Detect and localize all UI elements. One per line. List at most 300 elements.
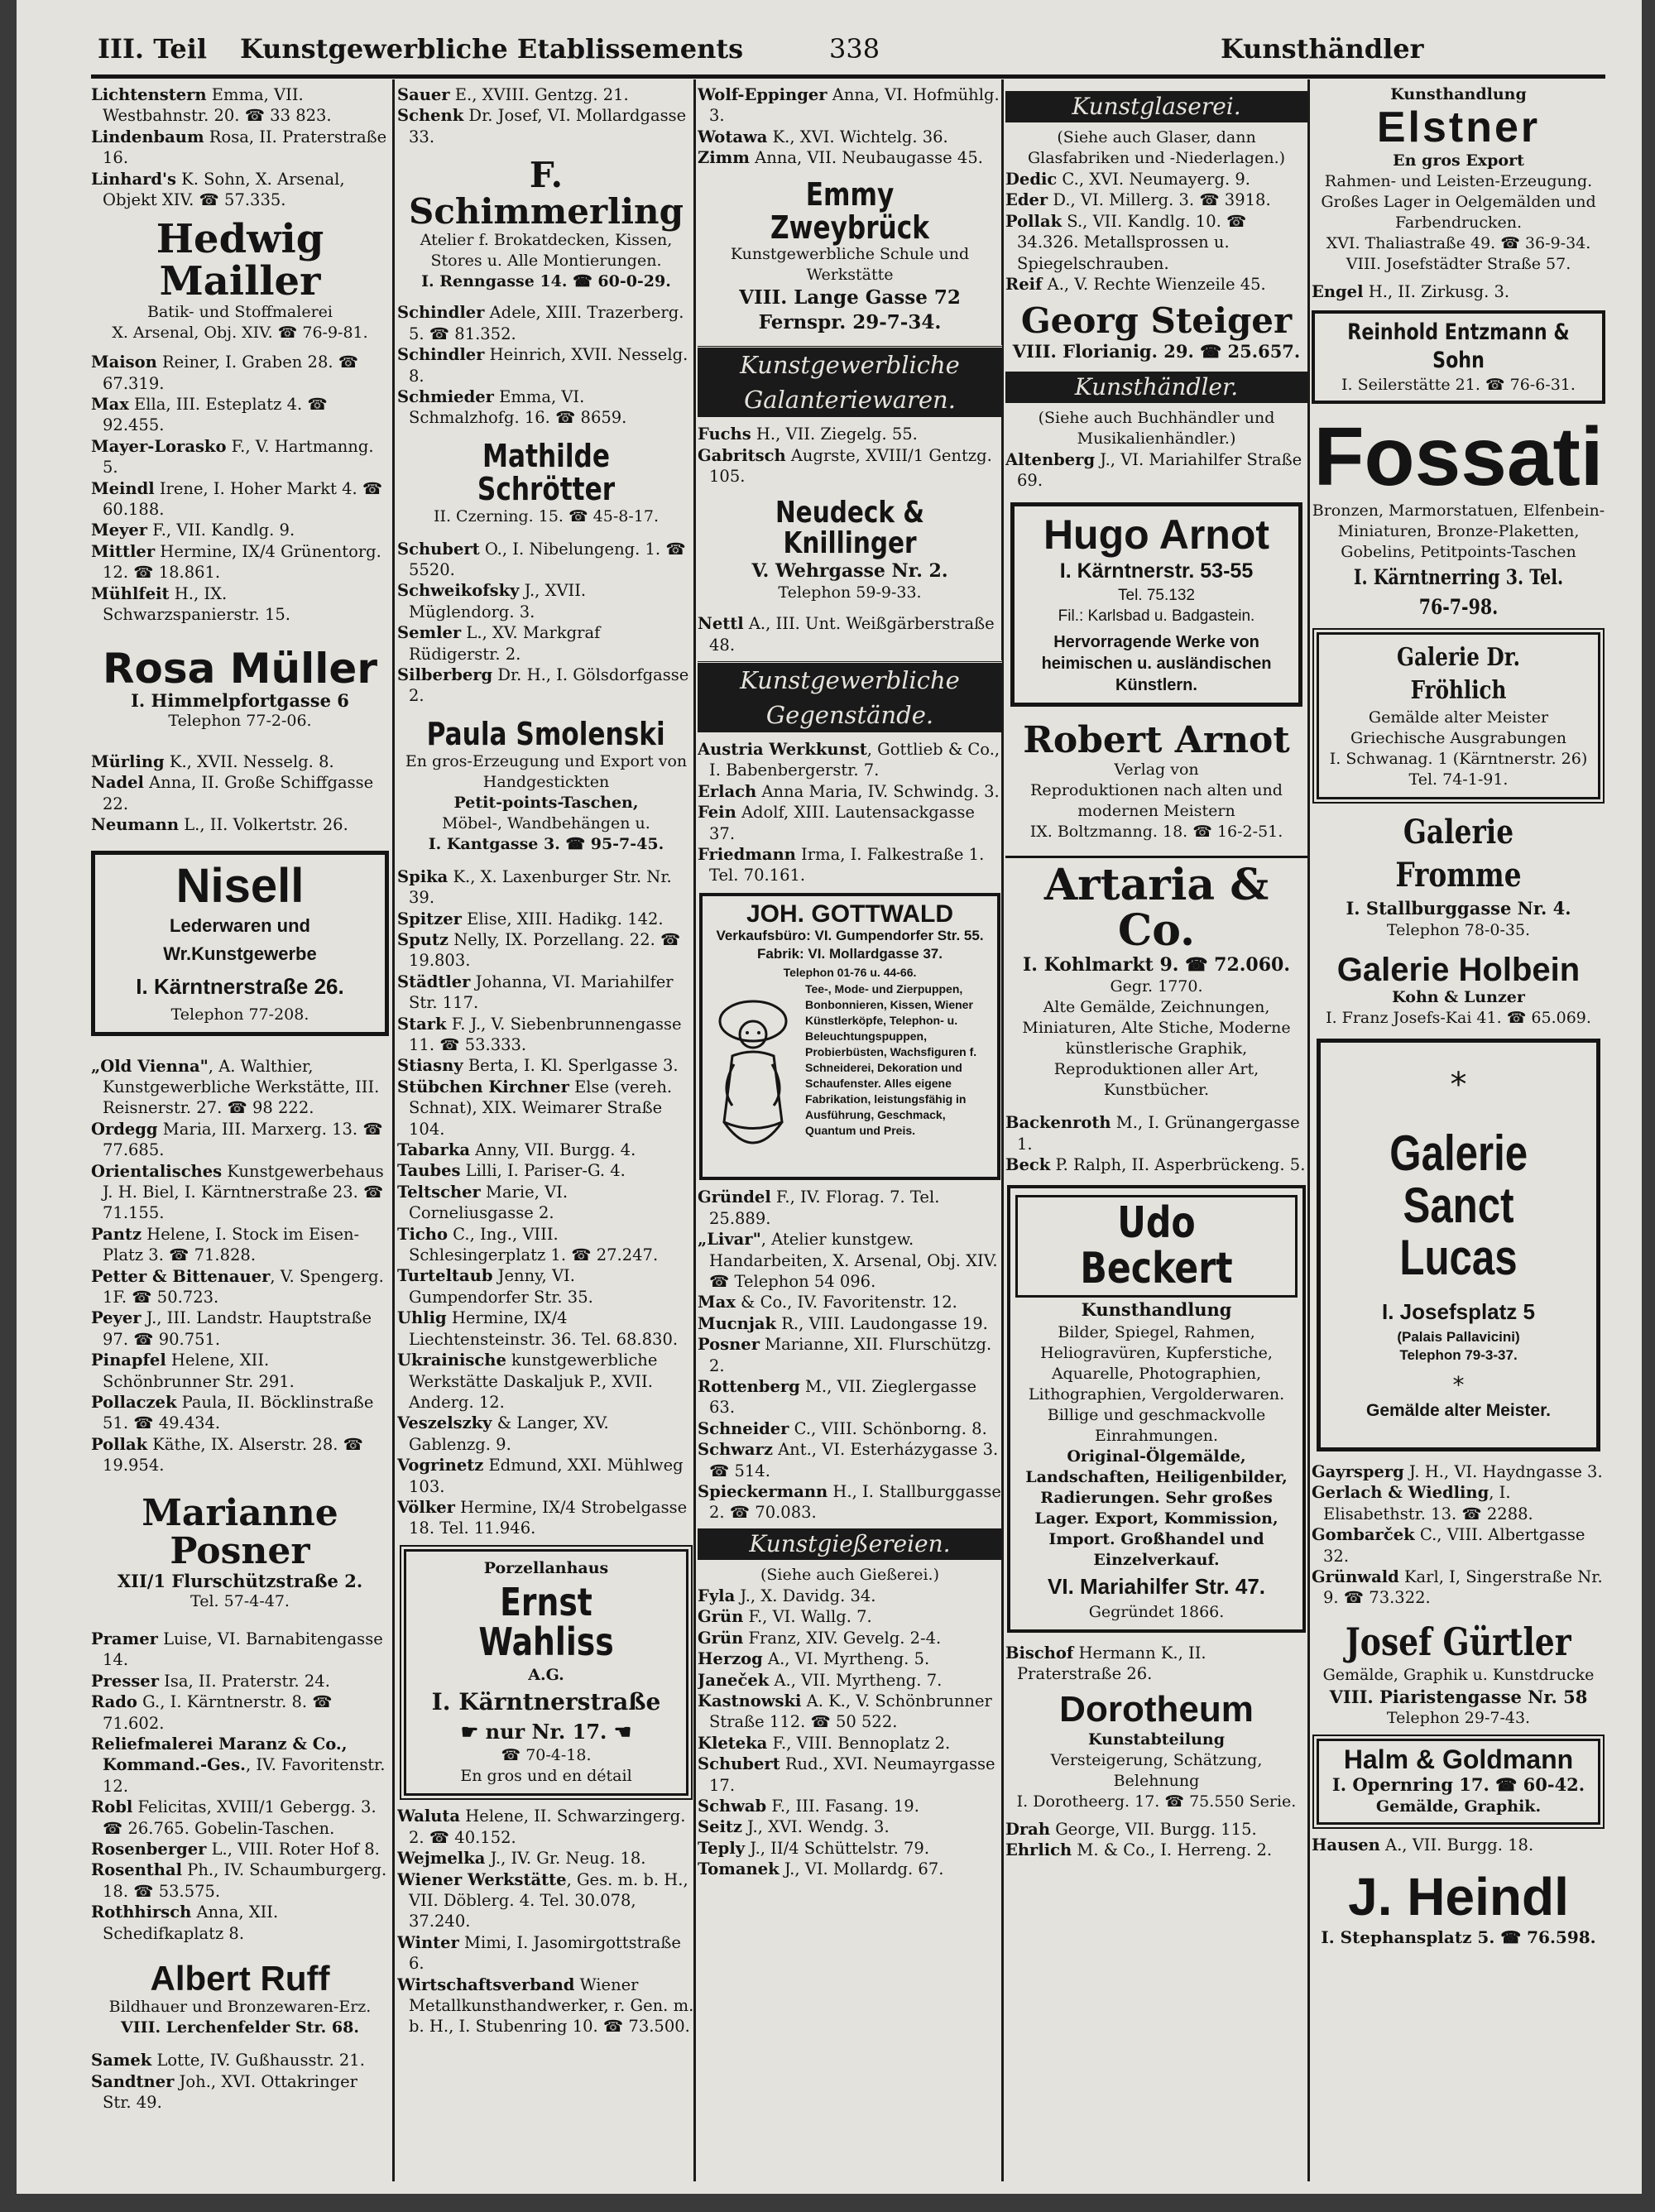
ad-line: Kunsthandlung	[1390, 85, 1527, 103]
entry-name: Pinapfel	[91, 1351, 166, 1370]
entry-name: Linhard's	[91, 169, 176, 189]
ad-line: Gemälde alter Meister	[1368, 708, 1549, 727]
entry-name: Max	[91, 395, 129, 415]
ad-hedwig-mailler	[91, 218, 389, 343]
directory-entry	[397, 1077, 695, 1140]
directory-entry	[698, 1292, 1002, 1312]
entry-name: Winter	[397, 1932, 459, 1952]
entry-details: Nelly, IX. Porzellang. 22. ☎ 19.803.	[409, 929, 681, 971]
entry-details: K., XVI. Wichtelg. 36.	[767, 127, 948, 146]
ad-nisell	[91, 851, 389, 1036]
directory-entry	[397, 866, 695, 909]
entry-details: F., VIII. Bennoplatz 2.	[767, 1733, 951, 1753]
directory-entry	[397, 1413, 695, 1455]
entry-details: F., V. Hartmanng. 5.	[103, 436, 374, 477]
ad-line: Fabrik: VI. Mollardgasse 37.	[757, 946, 943, 962]
ad-line: Alte Gemälde, Zeichnungen, Miniaturen, Alte Stiche, Moderne künstlerische Graphik, Reproduktionen aller Art, Kunstbücher.	[1022, 998, 1291, 1100]
entry-name: Turteltaub	[397, 1266, 493, 1286]
ad-line: I. Renngasse 14. ☎ 60-0-29.	[421, 272, 671, 291]
ad-galerie-sanct-lucas	[1317, 1039, 1600, 1451]
advertiser-name: Galerie Fromme	[1395, 813, 1522, 895]
entry-name: Kleteka	[698, 1733, 768, 1753]
entry-details: , A. Walthier, Kunstgewerbliche Werkstätte, III. Reisnerstr. 27. ☎ 98 222.	[103, 1056, 380, 1118]
entry-name: Petter & Bittenauer	[91, 1266, 271, 1286]
entry-name: Zimm	[698, 148, 750, 168]
ad-udo-beckert	[1007, 1185, 1306, 1632]
entry-list	[698, 1187, 1002, 1523]
advertiser-name: Ernst Wahliss	[478, 1579, 614, 1665]
directory-entry	[698, 1606, 1002, 1627]
directory-entry	[91, 2071, 389, 2114]
entry-details: Anna Maria, IV. Schwindg. 3.	[756, 781, 1000, 801]
entry-list	[1312, 1461, 1605, 1609]
directory-entry	[91, 1734, 389, 1797]
advertiser-name: Sanct Lucas	[1399, 1178, 1518, 1285]
entry-details: Marie, VI. Corneliusgasse 2.	[409, 1182, 568, 1223]
ad-elstner	[1312, 84, 1605, 275]
entry-details: Käthe, IX. Alserstr. 28. ☎ 19.954.	[103, 1434, 363, 1475]
entry-name: Schindler	[397, 303, 485, 323]
entry-name: Rado	[91, 1692, 137, 1712]
entry-details: Emma, VI. Schmalzhofg. 16. ☎ 8659.	[409, 387, 627, 428]
entry-name: Schwarz	[698, 1440, 773, 1460]
directory-entry	[91, 1671, 389, 1691]
ad-line: Telephon 59-9-33.	[778, 583, 922, 602]
entry-list	[698, 84, 1002, 169]
section-heading: Kunsthändler.	[1005, 372, 1307, 403]
directory-entry	[91, 751, 389, 772]
entry-details: Mimi, I. Jasomirgottstraße 6.	[409, 1932, 681, 1974]
directory-entry	[698, 1859, 1002, 1879]
entry-details: Karl, I, Singerstraße Nr. 9. ☎ 73.322.	[1323, 1567, 1603, 1608]
entry-list	[698, 739, 1002, 886]
ad-line: I. Kantgasse 3. ☎ 95-7-45.	[428, 834, 664, 853]
advertiser-name: Galerie Holbein	[1336, 952, 1581, 988]
entry-details: , I. Elisabethstr. 13. ☎ 2288.	[1323, 1483, 1533, 1523]
entry-name: Mittler	[91, 541, 156, 561]
directory-entry	[91, 352, 389, 394]
directory-entry	[1312, 1835, 1605, 1855]
entry-name: Maison	[91, 353, 157, 372]
directory-entry	[397, 1140, 695, 1160]
ad-line: I. Seilerstätte 21. ☎ 76-6-31.	[1341, 376, 1576, 394]
entry-list	[698, 613, 1002, 655]
entry-details: J., IV. Gr. Neug. 18.	[485, 1849, 646, 1869]
entry-details: J., VI. Mollardg. 67.	[779, 1859, 944, 1879]
ad-line: Fernspr. 29-7-34.	[758, 311, 942, 334]
hand-pointer-icon: ☚	[607, 1720, 632, 1744]
entry-name: Engel	[1312, 281, 1364, 301]
ad-line: V. Wehrgasse Nr. 2.	[751, 560, 948, 583]
entry-details: , IV. Favoritenstr. 12.	[103, 1755, 386, 1796]
entry-details: Heinrich, XVII. Nesselg. 8.	[409, 345, 688, 386]
entry-details: A., VI. Myrtheng. 5.	[762, 1649, 930, 1669]
directory-entry	[397, 622, 695, 665]
entry-list	[397, 866, 695, 1539]
column-rule	[392, 79, 395, 2181]
ad-galerie-holbein	[1312, 952, 1605, 1029]
directory-entry	[698, 1691, 1002, 1733]
entry-details: M. & Co., I. Herreng. 2.	[1072, 1840, 1273, 1860]
advertiser-name: Robert Arnot	[1023, 718, 1290, 761]
ad-line: Telephon 78-0-35.	[1386, 921, 1531, 939]
entry-name: Meyer	[91, 521, 148, 540]
entry-name: Schubert	[397, 539, 480, 559]
entry-details: C., VIII. Schönborng. 8.	[789, 1418, 987, 1438]
hand-pointer-icon: ☛	[460, 1720, 486, 1744]
entry-details: A., VII. Burgg. 18.	[1379, 1835, 1534, 1855]
entry-name: Gerlach & Wiedling	[1312, 1483, 1490, 1503]
entry-list	[1005, 1643, 1307, 1685]
entry-name: Tabarka	[397, 1140, 470, 1160]
column-5	[1312, 84, 1605, 1950]
entry-details: Dr. Josef, VI. Mollardgasse 33.	[409, 106, 687, 146]
directory-entry	[397, 1497, 695, 1539]
advertiser-name: Marianne Posner	[142, 1491, 338, 1572]
entry-name: Silberberg	[397, 665, 493, 685]
ad-line: IX. Boltzmanng. 18. ☎ 16-2-51.	[1029, 823, 1283, 842]
entry-name: Meindl	[91, 478, 155, 498]
entry-details: & Co., IV. Favoritenstr. 12.	[735, 1293, 957, 1312]
entry-list	[91, 84, 389, 210]
entry-details: H., IX. Schwarzspanierstr. 15.	[103, 583, 290, 625]
advertiser-name: J. Heindl	[1348, 1866, 1569, 1927]
ad-line: II. Czerning. 15. ☎ 45-8-17.	[433, 506, 660, 525]
directory-entry	[91, 436, 389, 478]
ad-joh-gottwald	[699, 893, 1000, 1181]
entry-name: Orientalisches	[91, 1161, 223, 1181]
ad-marianne-posner	[91, 1491, 389, 1612]
directory-entry	[698, 1796, 1002, 1816]
ad-line: En gros Export	[1393, 151, 1524, 170]
entry-details: R., VIII. Laudongasse 19.	[776, 1313, 988, 1333]
entry-details: S., VII. Kandlg. 10. ☎ 34.326. Metallsprossen u. Spiegelschrauben.	[1017, 211, 1247, 273]
directory-entry	[698, 1628, 1002, 1648]
ad-illustration-block	[708, 981, 992, 1172]
directory-entry	[1312, 1567, 1605, 1609]
ad-line: Telephon 01-76 u. 44-66.	[783, 966, 917, 980]
section-heading: Kunstgewerbliche Gegenstände.	[698, 660, 1002, 732]
directory-entry	[91, 1691, 389, 1734]
entry-name: Peyer	[91, 1308, 142, 1328]
column-3	[698, 84, 1002, 1880]
directory-entry	[91, 1629, 389, 1671]
entry-name: Schubert	[698, 1754, 780, 1774]
entry-name: Friedmann	[698, 845, 796, 865]
entry-name: Neumann	[91, 815, 180, 835]
entry-name: Schwab	[698, 1796, 767, 1816]
entry-details: Rud., XVI. Neumayrgasse 17.	[709, 1754, 995, 1795]
entry-details: Ph., IV. Schaumburgerg. 18. ☎ 53.575.	[103, 1860, 387, 1901]
entry-name: Beck	[1005, 1155, 1051, 1175]
advertiser-name: Neudeck & Knillinger	[775, 495, 925, 561]
entry-details: & Langer, XV. Gablenzg. 9.	[409, 1413, 609, 1454]
entry-name: Mürling	[91, 752, 165, 771]
directory-entry	[91, 520, 389, 540]
directory-entry	[397, 665, 695, 707]
advertiser-name: Artaria & Co.	[1043, 860, 1269, 956]
entry-name: Semler	[397, 623, 462, 643]
directory-entry	[698, 147, 1002, 168]
directory-entry	[397, 1014, 695, 1056]
directory-entry	[1005, 169, 1307, 190]
category-title: Kunsthändler	[1221, 33, 1424, 65]
directory-entry	[698, 802, 1002, 844]
directory-entry	[698, 739, 1002, 781]
entry-name: Stübchen Kirchner	[397, 1077, 569, 1096]
entry-name: Stark	[397, 1014, 447, 1034]
directory-entry	[698, 844, 1002, 886]
ad-line: Bildhauer und Bronzewaren-Erz.	[108, 1998, 372, 2017]
entry-name: Wejmelka	[397, 1849, 486, 1869]
directory-entry	[91, 1119, 389, 1161]
directory-entry	[397, 1055, 695, 1076]
entry-details: Irene, I. Hoher Markt 4. ☎ 60.188.	[103, 478, 383, 520]
ad-line: Reproduktionen nach alten und modernen Meistern	[1030, 781, 1283, 821]
ad-line: Atelier f. Brokatdecken, Kissen, Stores u. Alle Montierungen.	[420, 231, 673, 271]
entry-name: Rosenthal	[91, 1860, 183, 1880]
directory-entry	[397, 1974, 695, 2037]
ad-line: I. Kohlmarkt 9. ☎ 72.060.	[1022, 954, 1290, 976]
entry-name: Taubes	[397, 1161, 461, 1181]
directory-entry	[91, 814, 389, 835]
entry-details: Lilli, I. Pariser-G. 4.	[460, 1161, 626, 1181]
directory-entry	[698, 1418, 1002, 1439]
ad-line: I. Stallburggasse Nr. 4.	[1346, 898, 1571, 919]
entry-name: Gabritsch	[698, 445, 786, 465]
entry-details: K. Sohn, X. Arsenal, Objekt XIV. ☎ 57.335.	[103, 169, 345, 210]
entry-details: , Atelier kunstgew. Handarbeiten, X. Arsenal, Obj. XIV. ☎ Telephon 54 096.	[709, 1230, 998, 1291]
ad-line: Batik- und Stoffmalerei	[147, 303, 333, 322]
directory-entry	[1005, 1840, 1307, 1860]
advertiser-name: Dorotheum	[1059, 1689, 1254, 1730]
entry-name: Gombarček	[1312, 1525, 1415, 1545]
column-rule	[1307, 79, 1310, 2181]
entry-name: Gründel	[698, 1188, 771, 1207]
ad-line: Gemälde, Graphik.	[1375, 1797, 1542, 1816]
entry-name: Veszelszky	[397, 1413, 492, 1433]
directory-entry	[1005, 1112, 1307, 1154]
entry-details: L., II. Volkertstr. 26.	[179, 815, 348, 835]
entry-details: Paula, II. Böcklinstraße 51. ☎ 49.434.	[103, 1393, 374, 1433]
entry-details: Felicitas, XVIII/1 Gebergg. 3. ☎ 26.765. Gobelin-Taschen.	[103, 1797, 377, 1838]
directory-entry	[397, 1806, 695, 1848]
entry-name: Eder	[1005, 190, 1048, 210]
ad-line: XII/1 Flurschützstraße 2.	[117, 1571, 363, 1592]
entry-details: E., XVIII. Gentzg. 21.	[449, 85, 629, 104]
directory-entry	[1312, 281, 1605, 302]
entry-list	[1005, 449, 1307, 492]
directory-entry	[91, 2050, 389, 2070]
ad-line: X. Arsenal, Obj. XIV. ☎ 76-9-81.	[112, 324, 368, 343]
ad-line: Kunsthandlung	[1081, 1298, 1232, 1320]
directory-entry	[91, 169, 389, 211]
entry-details: C., Ing., VIII. Schlesingerplatz 1. ☎ 27.247.	[409, 1224, 659, 1265]
entry-details: Hermine, IX/4 Liechtensteinstr. 36. Tel. 68.830.	[409, 1308, 679, 1349]
ad-fossati	[1312, 410, 1605, 622]
ad-line: XVI. Thaliastraße 49. ☎ 36-9-34.	[1326, 233, 1591, 252]
directory-entry	[698, 1229, 1002, 1292]
entry-details: Ella, III. Esteplatz 4. ☎ 92.455.	[103, 395, 328, 435]
entry-details: L., VIII. Roter Hof 8.	[206, 1840, 380, 1859]
entry-details: Lotte, IV. Gußhausstr. 21.	[151, 2051, 365, 2070]
entry-name: Posner	[698, 1335, 760, 1355]
section-heading: Kunstglaserei.	[1005, 91, 1307, 122]
entry-details: J., II/4 Schüttelstr. 79.	[745, 1838, 930, 1858]
entry-name: Spieckermann	[698, 1482, 828, 1502]
advertiser-name: Rosa Müller	[103, 644, 377, 693]
entry-name: Fuchs	[698, 425, 751, 444]
star-ornament-icon: *	[1452, 1371, 1465, 1399]
entry-name: Sandtner	[91, 2071, 175, 2091]
entry-name: Waluta	[397, 1807, 461, 1826]
entry-list	[91, 2050, 389, 2113]
entry-details: A. K., V. Schönbrunner Straße 112. ☎ 50 522.	[709, 1691, 992, 1732]
ad-line: I. Dorotheerg. 17. ☎ 75.550 Serie.	[1016, 1792, 1297, 1811]
directory-entry	[397, 1350, 695, 1413]
entry-details: , Ges. m. b. H., VII. Döblerg. 4. Tel. 30.078, 37.240.	[409, 1869, 688, 1931]
directory-entry	[91, 1434, 389, 1476]
entry-details: F., VI. Wallg. 7.	[743, 1607, 872, 1627]
ad-line: I. Kärntnerstr. 53-55	[1059, 559, 1254, 583]
ad-line: I. Franz Josefs-Kai 41. ☎ 65.069.	[1326, 1009, 1591, 1027]
entry-list	[91, 751, 389, 836]
advertiser-name: Josef Gürtler	[1346, 1619, 1571, 1664]
ad-robert-arnot	[1005, 718, 1307, 842]
section-note: (Siehe auch Gießerei.)	[760, 1565, 940, 1584]
ad-line: I. Kärntnerstraße 26.	[136, 973, 344, 999]
ad-line: A.G.	[528, 1666, 564, 1685]
entry-name: Pramer	[91, 1629, 158, 1649]
entry-details: F., IV. Florag. 7. Tel. 25.889.	[709, 1188, 940, 1228]
entry-details: Anna, VI. Hofmühlg. 3.	[709, 85, 1000, 126]
entry-name: Altenberg	[1005, 449, 1096, 469]
directory-entry	[698, 1670, 1002, 1691]
entry-details: D., VI. Millerg. 3. ☎ 3918.	[1048, 190, 1271, 210]
entry-details: Irma, I. Falkestraße 1. Tel. 70.161.	[709, 845, 985, 885]
entry-details: Reiner, I. Graben 28. ☎ 67.319.	[103, 353, 359, 393]
entry-details: Franz, XIV. Gevelg. 2-4.	[743, 1628, 942, 1648]
entry-details: Anna, VII. Neubaugasse 45.	[749, 148, 983, 168]
ad-j-heindl	[1312, 1866, 1605, 1950]
directory-entry	[1312, 1524, 1605, 1567]
ad-line: Wr.Kunstgewerbe	[163, 943, 317, 964]
directory-entry	[91, 541, 389, 583]
ad-artaria	[1005, 856, 1307, 1101]
directory-entry	[397, 1160, 695, 1181]
directory-entry	[91, 394, 389, 436]
entry-name: Grünwald	[1312, 1567, 1399, 1587]
directory-entry	[397, 1308, 695, 1350]
directory-entry	[698, 1838, 1002, 1859]
advertiser-name: Albert Ruff	[150, 1959, 330, 1998]
entry-name: Städtler	[397, 972, 471, 991]
directory-entry	[698, 1754, 1002, 1796]
directory-entry	[698, 84, 1002, 127]
ad-ernst-wahliss	[404, 1549, 688, 1797]
entry-details: C., VIII. Albertgasse 32.	[1323, 1525, 1585, 1566]
entry-list	[1312, 1835, 1605, 1855]
ad-line: Bilder, Spiegel, Rahmen, Heliogravüren, Kupferstiche, Aquarelle, Photographien, Lithographien, Vergolderwaren. Billige und geschmackvolle Einrahmungen.	[1028, 1322, 1285, 1445]
directory-entry	[698, 1313, 1002, 1334]
ad-line: Telephon 77-2-06.	[168, 712, 312, 730]
directory-entry	[698, 1376, 1002, 1418]
ad-mathilde-schroetter	[397, 437, 695, 527]
entry-name: Janeček	[698, 1670, 770, 1690]
entry-name: Spika	[397, 866, 449, 886]
ad-line: Kunstgewerbliche Schule und Werkstätte	[730, 245, 970, 285]
ad-line: Gegründet 1866.	[1088, 1602, 1225, 1621]
entry-details: , Gottlieb & Co., I. Babenbergerstr. 7.	[709, 740, 1000, 780]
entry-details: Isa, II. Praterstr. 24.	[158, 1671, 330, 1691]
entry-details: J., VI. Mariahilfer Straße 69.	[1017, 449, 1302, 490]
directory-entry	[1312, 1461, 1605, 1482]
entry-details: J. H., VI. Haydngasse 3.	[1403, 1462, 1603, 1481]
directory-entry	[1005, 274, 1307, 295]
section-note: (Siehe auch Glaser, dann Glasfabriken und -Niederlagen.)	[1027, 128, 1286, 167]
entry-name: Pantz	[91, 1224, 142, 1244]
entry-details: Helene, XII. Schönbrunner Str. 291.	[103, 1351, 295, 1391]
ad-schimmerling	[397, 157, 695, 292]
ad-line: Porzellanhaus	[483, 1558, 609, 1577]
directory-entry	[698, 1439, 1002, 1481]
directory-entry	[1005, 211, 1307, 274]
ad-line: VIII. Lange Gasse 72	[739, 286, 961, 309]
ad-josef-guertler	[1312, 1619, 1605, 1729]
ad-line: Telephon 29-7-43.	[1386, 1708, 1531, 1727]
entry-name: Uhlig	[397, 1308, 447, 1328]
page-title: Kunstgewerbliche Etablissements	[240, 33, 744, 65]
entry-details: F., III. Fasang. 19.	[766, 1796, 919, 1816]
entry-name: Fyla	[698, 1586, 736, 1605]
directory-entry	[397, 1265, 695, 1308]
advertiser-name: JOH. GOTTWALD	[746, 900, 953, 928]
advertiser-name: Reinhold Entzmann & Sohn	[1347, 319, 1570, 373]
entry-details: Hermine, IX/4 Grünentorg. 12. ☎ 18.861.	[103, 541, 381, 583]
entry-name: Presser	[91, 1671, 159, 1691]
entry-list	[1005, 1819, 1307, 1861]
entry-details: M., I. Grünangergasse 1.	[1017, 1113, 1300, 1154]
entry-details: Johanna, VI. Mariahilfer Str. 117.	[409, 972, 674, 1013]
ad-reinhold-entzmann	[1312, 310, 1605, 404]
scan-border-right	[1642, 0, 1655, 2212]
entry-name: Pollak	[91, 1434, 148, 1454]
ad-line: I. Kärntnerring 3. Tel. 76-7-98.	[1353, 565, 1564, 619]
entry-details: Anna, XII. Schedifkaplatz 8.	[103, 1903, 279, 1943]
entry-name: Teltscher	[397, 1182, 481, 1202]
ad-line: En gros-Erzeugung und Export von Handgestickten	[405, 751, 688, 791]
section-heading: Kunstgewerbliche Galanteriewaren.	[698, 345, 1002, 417]
ad-line: En gros und en détail	[460, 1767, 632, 1786]
advertiser-name: Hugo Arnot	[1043, 511, 1270, 559]
ad-line: VIII. Lerchenfelder Str. 68.	[121, 2018, 359, 2037]
advertiser-name: Georg Steiger	[1020, 300, 1293, 342]
advertiser-name: Halm & Goldmann	[1343, 1744, 1574, 1774]
entry-name: Drah	[1005, 1819, 1050, 1839]
entry-details: J., XVI. Wendg. 3.	[741, 1817, 890, 1837]
directory-entry	[397, 1224, 695, 1266]
entry-details: Hermann K., II. Praterstraße 26.	[1017, 1643, 1206, 1684]
entry-details: Jenny, VI. Gumpendorfer Str. 35.	[409, 1266, 593, 1307]
entry-name: Bischof	[1005, 1643, 1074, 1663]
entry-details: Elise, XIII. Hadikg. 142.	[461, 909, 664, 928]
advertiser-name: Emmy Zweybrück	[770, 175, 929, 246]
ad-line: Petit-points-Taschen,	[453, 793, 639, 812]
directory-entry	[91, 1224, 389, 1266]
ad-line: VIII. Piaristengasse Nr. 58	[1329, 1686, 1588, 1707]
entry-details: kunstgewerbliche Werkstätte Daskaljuk P., XVII. Anderg. 12.	[409, 1351, 658, 1412]
entry-details: Anna, II. Große Schiffgasse 22.	[103, 773, 374, 813]
